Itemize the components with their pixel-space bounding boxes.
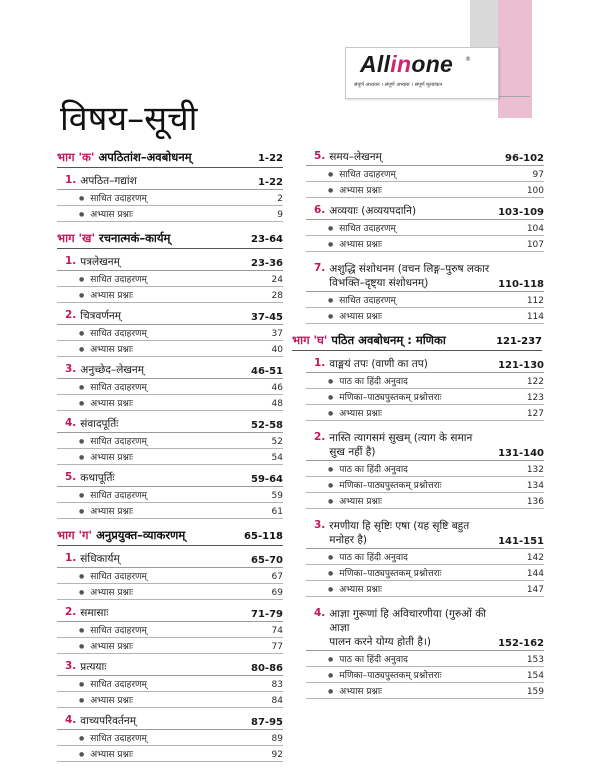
- chapter-pages: 23-36: [251, 258, 283, 269]
- logo-wordmark: Allinone: [360, 51, 454, 77]
- section-title: रचनात्मकं–कार्यम्: [99, 231, 171, 245]
- toc-sub-item[interactable]: ● साधित उदाहरणम् 24: [57, 271, 283, 287]
- toc-sub-item[interactable]: ● पाठ का हिंदी अनुवाद 122: [306, 373, 544, 389]
- chapter-entry[interactable]: [57, 606, 283, 622]
- toc-sub-item[interactable]: ● मणिका–पाठ्यपुस्तकम् प्रश्नोत्तराः 123: [306, 389, 544, 405]
- toc-sub-item[interactable]: ● साधित उदाहरणम् 37: [57, 325, 283, 341]
- chapter-entry[interactable]: [57, 309, 283, 325]
- toc-sub-item[interactable]: ● पाठ का हिंदी अनुवाद 132: [306, 461, 544, 477]
- section-title: पठित अवबोधनम् : मणिका: [331, 333, 446, 347]
- toc-sub-item[interactable]: ● साधित उदाहरणम् 2: [57, 190, 283, 206]
- chapter-pages: 131-140: [498, 448, 544, 459]
- toc-sub-item[interactable]: ● अभ्यास प्रश्नाः 127: [306, 405, 544, 421]
- toc-chapter: [57, 714, 283, 762]
- toc-sub-item[interactable]: ● अभ्यास प्रश्नाः 100: [306, 182, 544, 198]
- logo-tagline: संपूर्ण अध्ययन । संपूर्ण अभ्यास । संपूर्ण मूल्यांकन: [354, 82, 443, 88]
- chapter-number: 4.: [65, 417, 77, 429]
- chapter-pages: 96-102: [505, 153, 544, 164]
- chapter-entry[interactable]: [306, 150, 544, 166]
- toc-chapter: [306, 204, 544, 252]
- toc-sub-item[interactable]: ● साधित उदाहरणम् 83: [57, 676, 283, 692]
- chapter-entry[interactable]: [57, 174, 283, 190]
- chapter-pages: 46-51: [251, 366, 283, 377]
- toc-sub-item[interactable]: ● साधित उदाहरणम् 46: [57, 379, 283, 395]
- chapter-number: 4.: [65, 714, 77, 726]
- chapter-pages: 65-70: [251, 555, 283, 566]
- chapter-title: अपठित–गद्यांश: [80, 175, 137, 187]
- toc-chapter: [57, 471, 283, 519]
- toc-chapter: [57, 606, 283, 654]
- chapter-entry[interactable]: [57, 660, 283, 676]
- section-title: अपठितांश–अवबोधनम्: [98, 150, 192, 164]
- toc-sub-item[interactable]: ● साधित उदाहरणम् 52: [57, 433, 283, 449]
- toc-sub-item[interactable]: ● साधित उदाहरणम् 97: [306, 166, 544, 182]
- chapter-pages: 59-64: [251, 474, 283, 485]
- section-pages: 1-22: [257, 153, 283, 164]
- chapter-entry[interactable]: [306, 607, 544, 651]
- toc-sub-item[interactable]: ● अभ्यास प्रश्नाः 54: [57, 449, 283, 465]
- section-heading: [292, 333, 542, 351]
- section-pages: 65-118: [244, 531, 283, 542]
- chapter-title: समासाः: [80, 607, 109, 619]
- section-pages: 23-64: [251, 234, 283, 245]
- chapter-entry[interactable]: [306, 204, 544, 220]
- chapter-pages: 103-109: [498, 207, 544, 218]
- toc-chapter: [306, 357, 544, 421]
- toc-sub-item[interactable]: ● मणिका–पाठ्यपुस्तकम् प्रश्नोत्तराः 154: [306, 667, 544, 683]
- chapter-entry[interactable]: [57, 255, 283, 271]
- chapter-title: संवादपूर्तिः: [80, 418, 119, 430]
- chapter-entry[interactable]: [57, 471, 283, 487]
- section-part-label: भाग 'घ': [292, 333, 328, 347]
- chapter-pages: 110-118: [498, 279, 544, 290]
- chapter-number: 2.: [65, 606, 77, 618]
- chapter-entry[interactable]: [306, 431, 544, 461]
- toc-sub-item[interactable]: ● साधित उदाहरणम् 59: [57, 487, 283, 503]
- chapter-pages: 152-162: [498, 638, 544, 649]
- chapter-number: 3.: [65, 660, 77, 672]
- chapter-entry[interactable]: [306, 357, 544, 373]
- chapter-title-cont: विभक्ति–दृष्ट्या संशोधनम्): [329, 277, 429, 289]
- chapter-entry[interactable]: [57, 552, 283, 568]
- toc-chapter: [57, 660, 283, 708]
- chapter-title: प्रत्ययाः: [80, 661, 107, 673]
- brand-logo: [345, 47, 499, 99]
- toc-sub-item[interactable]: ● अभ्यास प्रश्नाः 159: [306, 683, 544, 699]
- toc-right-column: [292, 150, 544, 699]
- chapter-pages: 52-58: [251, 420, 283, 431]
- chapter-number: 6.: [314, 204, 326, 216]
- toc-chapter: [306, 431, 544, 509]
- toc-sub-item[interactable]: ● मणिका–पाठ्यपुस्तकम् प्रश्नोत्तराः 144: [306, 565, 544, 581]
- section-part-label: भाग 'ख': [57, 231, 95, 245]
- toc-sub-item[interactable]: ● साधित उदाहरणम् 74: [57, 622, 283, 638]
- toc-sub-item[interactable]: ● साधित उदाहरणम् 67: [57, 568, 283, 584]
- registered-mark: ®: [465, 56, 471, 63]
- chapter-pages: 1-22: [257, 177, 283, 188]
- page-title: विषय–सूची: [60, 99, 198, 139]
- toc-sub-item[interactable]: ● अभ्यास प्रश्नाः 92: [57, 746, 283, 762]
- toc-sub-item[interactable]: ● साधित उदाहरणम् 89: [57, 730, 283, 746]
- toc-chapter: [57, 309, 283, 357]
- toc-sub-item[interactable]: ● अभ्यास प्रश्नाः 28: [57, 287, 283, 303]
- chapter-title-cont: पालन करने योग्य होती है।): [329, 636, 431, 648]
- chapter-number: 1.: [65, 255, 77, 267]
- chapter-entry[interactable]: [306, 519, 544, 549]
- section-part-label: भाग 'ग': [57, 528, 93, 542]
- chapter-entry[interactable]: [57, 417, 283, 433]
- toc-sub-item[interactable]: ● साधित उदाहरणम् 112: [306, 292, 544, 308]
- toc-sub-item[interactable]: ● अभ्यास प्रश्नाः 114: [306, 308, 544, 324]
- section-heading: [57, 150, 283, 168]
- chapter-number: 4.: [314, 607, 326, 619]
- toc-sub-item[interactable]: ● अभ्यास प्रश्नाः 69: [57, 584, 283, 600]
- chapter-title: संधिकार्यम्: [80, 553, 120, 565]
- toc-sub-item[interactable]: ● अभ्यास प्रश्नाः 61: [57, 503, 283, 519]
- toc-sub-item[interactable]: ● अभ्यास प्रश्नाः 136: [306, 493, 544, 509]
- chapter-title: अनुच्छेद–लेखनम्: [80, 364, 145, 376]
- section-heading: [57, 231, 283, 249]
- toc-sub-item[interactable]: ● अभ्यास प्रश्नाः 77: [57, 638, 283, 654]
- toc-sub-item[interactable]: ● अभ्यास प्रश्नाः 147: [306, 581, 544, 597]
- chapter-title: रमणीया हि सृष्टिः एषा (यह सृष्टि बहुत: [329, 520, 470, 532]
- toc-sub-item[interactable]: ● अभ्यास प्रश्नाः 9: [57, 206, 283, 222]
- toc-sub-item[interactable]: ● पाठ का हिंदी अनुवाद 142: [306, 549, 544, 565]
- chapter-title: चित्रवर्णनम्: [80, 310, 122, 322]
- chapter-entry[interactable]: [57, 363, 283, 379]
- chapter-number: 1.: [314, 357, 326, 369]
- chapter-title: वाङ्मयं तपः (वाणी का तप): [329, 358, 428, 370]
- chapter-entry[interactable]: [57, 714, 283, 730]
- section-pages: 121-237: [496, 336, 542, 347]
- toc-sub-item[interactable]: ● पाठ का हिंदी अनुवाद 153: [306, 651, 544, 667]
- toc-left-column: [57, 150, 283, 762]
- section-title: अनुप्रयुक्त–व्याकरणम्: [96, 528, 186, 542]
- toc-chapter: [306, 262, 544, 324]
- toc-chapter: [57, 174, 283, 222]
- chapter-title: वाच्यपरिवर्तनम्: [80, 715, 137, 727]
- toc-sub-item[interactable]: ● अभ्यास प्रश्नाः 40: [57, 341, 283, 357]
- toc-chapter: [306, 150, 544, 198]
- chapter-number: 7.: [314, 262, 326, 274]
- chapter-title: समय–लेखनम्: [329, 151, 382, 163]
- chapter-pages: 87-95: [251, 717, 283, 728]
- section-part-label: भाग 'क': [57, 150, 95, 164]
- chapter-title: अव्ययाः (अव्ययपदानि): [329, 205, 417, 217]
- chapter-title-cont: सुख नहीं है): [329, 446, 376, 458]
- toc-chapter: [306, 519, 544, 597]
- chapter-pages: 37-45: [251, 312, 283, 323]
- toc-sub-item[interactable]: ● साधित उदाहरणम् 104: [306, 220, 544, 236]
- chapter-pages: 121-130: [498, 360, 544, 371]
- chapter-title: कथापूर्तिः: [80, 472, 115, 484]
- toc-chapter: [306, 607, 544, 699]
- chapter-number: 1.: [65, 174, 77, 186]
- toc-sub-item[interactable]: ● मणिका–पाठ्यपुस्तकम् प्रश्नोत्तराः 134: [306, 477, 544, 493]
- chapter-number: 2.: [314, 431, 326, 443]
- chapter-number: 1.: [65, 552, 77, 564]
- toc-chapter: [57, 417, 283, 465]
- chapter-title: अशुद्धि संशोधनम (वचन लिङ्ग–पुरुष लकार: [329, 263, 490, 275]
- section-heading: [57, 528, 283, 546]
- toc-sub-item[interactable]: ● अभ्यास प्रश्नाः 84: [57, 692, 283, 708]
- decorative-bar-pink: [498, 0, 532, 118]
- toc-chapter: [57, 255, 283, 303]
- chapter-number: 3.: [65, 363, 77, 375]
- chapter-pages: 71-79: [251, 609, 283, 620]
- chapter-number: 5.: [314, 150, 326, 162]
- chapter-title-cont: मनोहर है): [329, 534, 368, 546]
- toc-sub-item[interactable]: ● अभ्यास प्रश्नाः 48: [57, 395, 283, 411]
- chapter-pages: 80-86: [251, 663, 283, 674]
- toc-chapter: [57, 363, 283, 411]
- chapter-number: 3.: [314, 519, 326, 531]
- chapter-title: नास्ति त्यागसमं सुखम् (त्याग के समान: [329, 432, 473, 444]
- toc-sub-item[interactable]: ● अभ्यास प्रश्नाः 107: [306, 236, 544, 252]
- toc-chapter: [57, 552, 283, 600]
- chapter-pages: 141-151: [498, 536, 544, 547]
- chapter-number: 5.: [65, 471, 77, 483]
- chapter-number: 2.: [65, 309, 77, 321]
- chapter-title: आज्ञा गुरूणां हि अविचारणीया (गुरुओं की आज्ञा: [329, 608, 487, 634]
- chapter-title: पत्रलेखनम्: [80, 256, 120, 268]
- chapter-entry[interactable]: [306, 262, 544, 292]
